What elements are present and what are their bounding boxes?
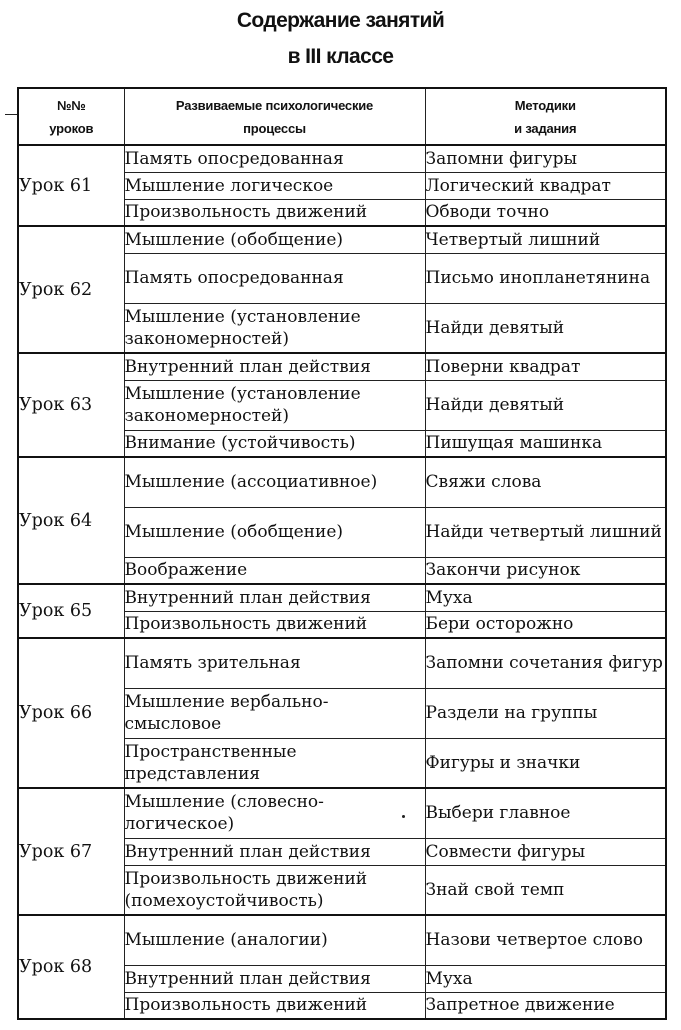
method-cell xyxy=(425,145,666,172)
lesson-number-cell: Урок 62 xyxy=(18,226,124,353)
header-method-line-2: и задания xyxy=(514,120,577,136)
lesson-number-cell: Урок 66 xyxy=(18,638,124,788)
stray-ink-dot xyxy=(402,815,405,818)
lesson-number-cell: Урок 65 xyxy=(18,584,124,638)
method-text: Логический квадрат xyxy=(425,175,611,196)
process-cell xyxy=(124,145,425,172)
process-text: Мышление логическое xyxy=(124,175,334,196)
method-cell xyxy=(425,584,666,611)
method-text: Запомни фигуры xyxy=(425,148,578,169)
method-cell xyxy=(425,226,666,253)
header-method-line-1: Методики xyxy=(514,97,576,113)
method-cell xyxy=(425,915,666,965)
method-cell xyxy=(425,638,666,688)
process-text: Произвольность движений xyxy=(124,614,368,635)
process-text: Мышление (обобщение) xyxy=(124,522,344,542)
method-cell xyxy=(425,838,666,865)
process-cell xyxy=(124,965,425,992)
process-cell xyxy=(124,457,425,507)
method-text: Письмо инопланетянина xyxy=(425,268,651,288)
process-text: Внутренний план действия xyxy=(124,841,371,862)
method-text: Выбери главное xyxy=(425,803,571,824)
process-cell xyxy=(124,430,425,457)
process-cell xyxy=(124,688,425,738)
page-title: Содержание занятий xyxy=(236,9,445,32)
process-cell xyxy=(124,638,425,688)
process-cell xyxy=(124,303,425,353)
method-text: Запомни сочетания фигур xyxy=(425,653,663,674)
method-text: Знай свой темп xyxy=(425,879,565,900)
method-cell xyxy=(425,688,666,738)
method-cell xyxy=(425,557,666,584)
process-text: Внимание (устойчивость) xyxy=(124,433,356,454)
process-text: Пространственные представления xyxy=(124,741,297,784)
method-text: Четвертый лишний xyxy=(425,229,601,250)
method-cell xyxy=(425,172,666,199)
method-cell xyxy=(425,865,666,915)
process-text: Мышление (установление закономерностей) xyxy=(124,384,361,426)
method-cell xyxy=(425,457,666,507)
process-cell xyxy=(124,226,425,253)
process-text: Внутренний план действия xyxy=(124,587,371,608)
table-row xyxy=(18,226,666,253)
table-row xyxy=(18,788,666,838)
method-cell xyxy=(425,353,666,380)
process-cell xyxy=(124,865,425,915)
page-subtitle: в III классе xyxy=(287,45,394,68)
method-text: Фигуры и значки xyxy=(425,752,581,773)
method-cell xyxy=(425,611,666,638)
lesson-number-cell: Урок 67 xyxy=(18,788,124,915)
table-row xyxy=(18,457,666,507)
process-text: Мышление (ассоциативное) xyxy=(124,472,378,493)
method-text: Найди девятый xyxy=(425,395,565,415)
method-text: Поверни квадрат xyxy=(425,356,581,377)
table-row xyxy=(18,145,666,172)
method-cell xyxy=(425,788,666,838)
process-cell xyxy=(124,738,425,788)
process-text: Память зрительная xyxy=(124,653,301,674)
method-text: Найди девятый xyxy=(425,317,565,338)
method-cell xyxy=(425,430,666,457)
header-processes xyxy=(124,88,425,145)
process-cell xyxy=(124,557,425,584)
method-cell xyxy=(425,738,666,788)
method-text: Раздели на группы xyxy=(425,703,598,723)
process-cell xyxy=(124,172,425,199)
process-cell xyxy=(124,838,425,865)
process-text: Воображение xyxy=(124,560,248,581)
lesson-number-cell: Урок 61 xyxy=(18,145,124,226)
process-text: Память опосредованная xyxy=(124,148,344,169)
process-cell xyxy=(124,199,425,226)
header-lesson-line-1: №№ xyxy=(56,97,86,113)
header-lesson-line-2: уроков xyxy=(49,120,94,136)
process-text: Мышление (аналогии) xyxy=(124,930,328,951)
method-text: Назови четвертое слово xyxy=(425,930,643,951)
header-process-line-1: Развиваемые психологические xyxy=(175,97,374,113)
method-text: Закончи рисунок xyxy=(425,560,581,581)
method-cell xyxy=(425,253,666,303)
method-text: Муха xyxy=(425,968,473,989)
header-methods xyxy=(425,88,666,145)
lesson-number-cell: Урок 68 xyxy=(18,915,124,1019)
process-text: Произвольность движений xyxy=(124,202,368,223)
method-cell xyxy=(425,965,666,992)
header-process-line-2: процессы xyxy=(243,120,306,136)
process-text: Мышление (обобщение) xyxy=(124,229,344,250)
table-row xyxy=(18,353,666,380)
method-text: Запретное движение xyxy=(425,995,615,1016)
method-text: Бери осторожно xyxy=(425,614,574,635)
process-text: Мышление (установление закономерностей) xyxy=(124,306,361,349)
process-cell xyxy=(124,253,425,303)
table-body xyxy=(18,145,666,1019)
method-text: Обводи точно xyxy=(425,202,550,223)
method-text: Муха xyxy=(425,587,473,608)
method-text: Найди четвертый лишний xyxy=(425,522,662,542)
process-text: Внутренний план действия xyxy=(124,968,371,989)
method-text: Свяжи слова xyxy=(425,472,542,493)
table-row xyxy=(18,584,666,611)
process-cell xyxy=(124,788,425,838)
process-cell xyxy=(124,611,425,638)
process-cell xyxy=(124,992,425,1019)
process-cell xyxy=(124,507,425,557)
process-cell xyxy=(124,915,425,965)
lesson-number-cell: Урок 64 xyxy=(18,457,124,584)
method-text: Совмести фигуры xyxy=(425,841,586,862)
process-text: Внутренний план действия xyxy=(124,356,371,377)
table-row xyxy=(18,638,666,688)
process-cell xyxy=(124,380,425,430)
header-lesson-number xyxy=(18,88,124,145)
table-row xyxy=(18,915,666,965)
method-cell xyxy=(425,199,666,226)
process-text: Произвольность движений (помехоустойчивость) xyxy=(124,868,368,911)
process-cell xyxy=(124,353,425,380)
process-text: Мышление вербально-смысловое xyxy=(124,692,329,734)
method-cell xyxy=(425,507,666,557)
process-text: Мышление (словесно-логическое) xyxy=(124,792,324,835)
process-text: Произвольность движений xyxy=(124,995,368,1016)
table-header xyxy=(18,88,666,145)
lesson-number-cell: Урок 63 xyxy=(18,353,124,457)
lesson-content-table xyxy=(17,87,667,1020)
method-text: Пишущая машинка xyxy=(425,433,603,454)
process-text: Память опосредованная xyxy=(124,268,344,288)
method-cell xyxy=(425,380,666,430)
process-cell xyxy=(124,584,425,611)
method-cell xyxy=(425,303,666,353)
method-cell xyxy=(425,992,666,1019)
